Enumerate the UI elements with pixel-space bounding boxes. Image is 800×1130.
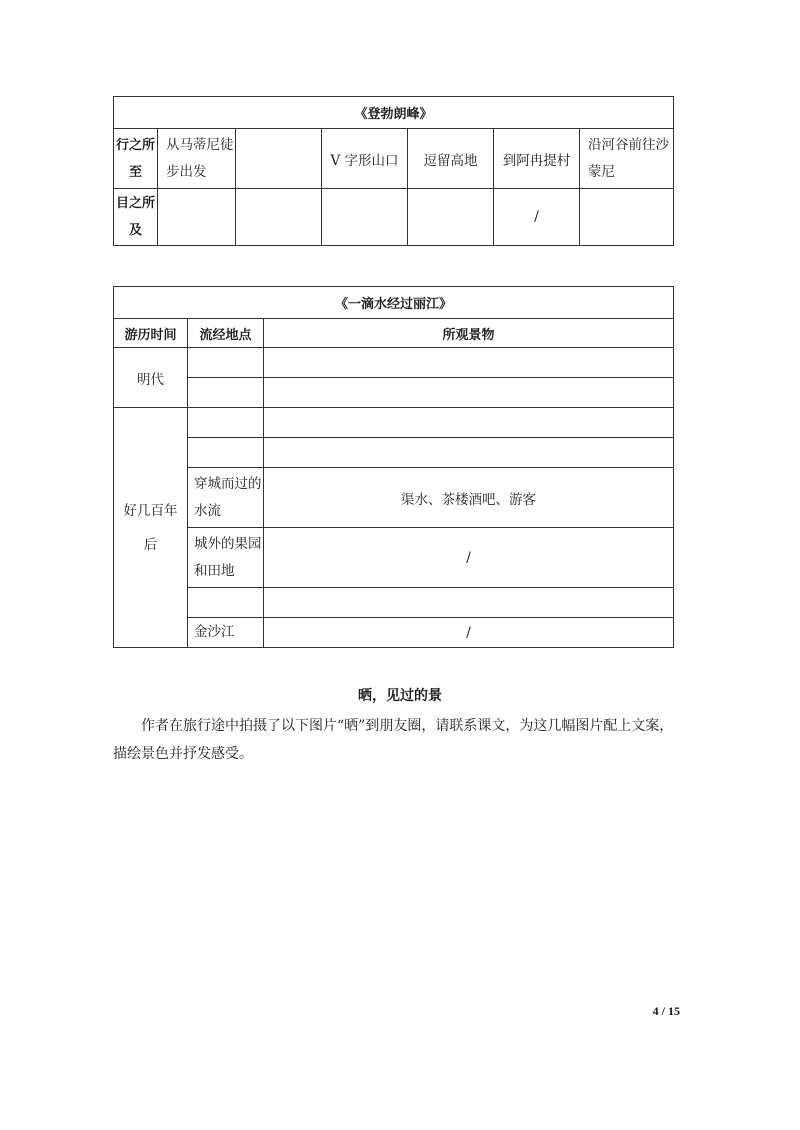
table-cell: 到阿冉提村 bbox=[494, 129, 580, 189]
table-cell bbox=[408, 189, 494, 246]
table-cell bbox=[236, 189, 322, 246]
table-cell: 城外的果园和田地 bbox=[188, 528, 264, 588]
table-cell: 穿城而过的水流 bbox=[188, 468, 264, 528]
table-cell: / bbox=[264, 618, 674, 648]
table-cell: / bbox=[264, 528, 674, 588]
table2-title: 《一滴水经过丽江》 bbox=[114, 287, 674, 319]
period-ming-dai: 明代 bbox=[114, 348, 188, 408]
table-cell bbox=[580, 189, 674, 246]
table-deng-bo-lang-feng bbox=[113, 96, 674, 246]
table-cell bbox=[188, 408, 264, 438]
page-number: 4 / 15 bbox=[652, 1004, 680, 1018]
period-hao-ji-bai-nian-hou: 好几百年后 bbox=[114, 408, 188, 648]
header-liu-jing-di-dian: 流经地点 bbox=[188, 319, 264, 348]
row-label-mu-zhi-suo-ji: 目之所及 bbox=[114, 189, 158, 246]
table-cell bbox=[188, 438, 264, 468]
table-cell bbox=[264, 348, 674, 378]
table-cell: / bbox=[494, 189, 580, 246]
table-cell bbox=[264, 408, 674, 438]
table-cell bbox=[236, 129, 322, 189]
table-cell: 从马蒂尼徒步出发 bbox=[158, 129, 236, 189]
table-cell bbox=[188, 588, 264, 618]
header-suo-guan-jing-wu: 所观景物 bbox=[264, 319, 674, 348]
table-cell: 逗留高地 bbox=[408, 129, 494, 189]
table-yi-di-shui-jing-guo-li-jiang bbox=[113, 286, 674, 648]
table-cell: 沿河谷前往沙蒙尼 bbox=[580, 129, 674, 189]
table-cell bbox=[188, 348, 264, 378]
section-title: 晒，见过的景 bbox=[358, 688, 442, 704]
table-cell bbox=[158, 189, 236, 246]
table-cell bbox=[264, 588, 674, 618]
table-cell bbox=[264, 378, 674, 408]
table-cell: V 字形山口 bbox=[322, 129, 408, 189]
table-cell bbox=[322, 189, 408, 246]
table1-title: 《登勃朗峰》 bbox=[114, 97, 674, 129]
table-cell bbox=[264, 438, 674, 468]
table-cell: 金沙江 bbox=[188, 618, 264, 648]
table-cell: 渠水、茶楼酒吧、游客 bbox=[264, 468, 674, 528]
section-paragraph: 作者在旅行途中拍摄了以下图片“晒”到朋友圈，请联系课文，为这几幅图片配上文案，描绘景色并抒发感受。 bbox=[113, 718, 674, 762]
row-label-xing-zhi-suo-zhi: 行之所至 bbox=[114, 129, 158, 189]
header-you-li-shi-jian: 游历时间 bbox=[114, 319, 188, 348]
table-cell bbox=[188, 378, 264, 408]
